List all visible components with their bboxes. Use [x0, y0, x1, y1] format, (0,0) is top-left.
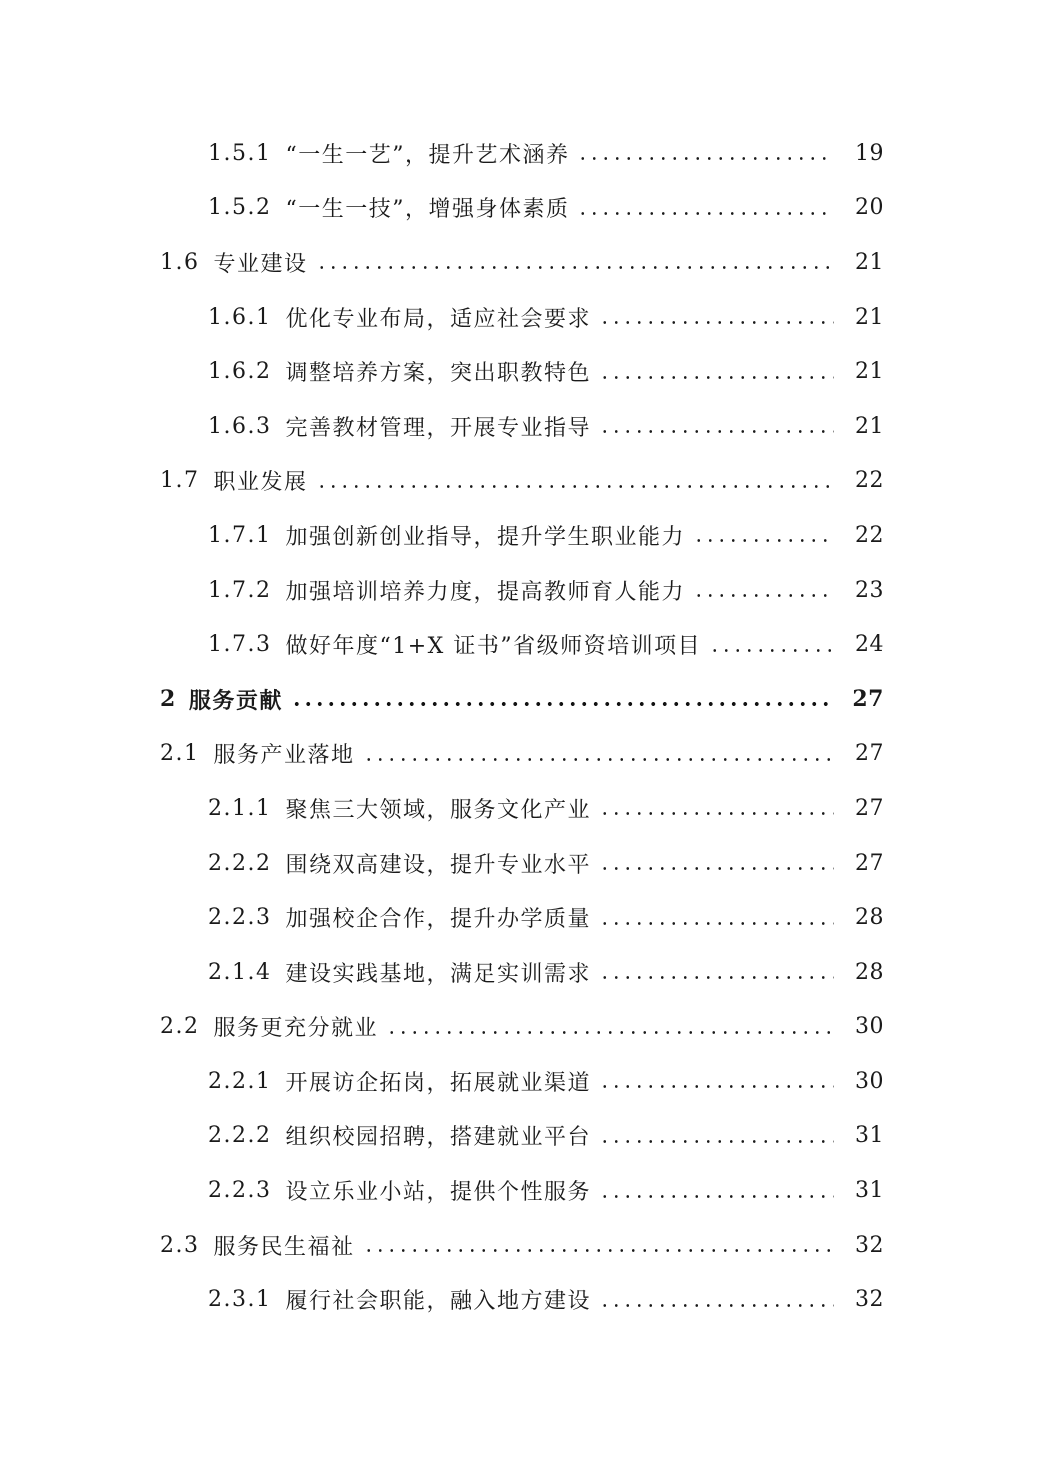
toc-entry-title: “一生一艺”，提升艺术涵养	[285, 142, 570, 168]
toc-entry-page: 20	[855, 195, 884, 221]
toc-entry-title: 开展访企拓岗，拓展就业渠道	[285, 1070, 591, 1096]
toc-entry-page: 28	[855, 959, 884, 985]
toc-entry-number: 2	[160, 686, 177, 713]
dot-leader	[599, 907, 834, 929]
toc-entry-number: 2.2.3	[208, 1178, 272, 1204]
toc-entry-title: 专业建设	[213, 251, 308, 277]
toc-entry-number: 1.7.2	[208, 577, 272, 603]
toc-entry-page: 24	[855, 632, 884, 658]
toc-entry-2-1-1[interactable]	[0, 781, 1041, 836]
toc-entry-title: 加强培训培养力度，提高教师育人能力	[285, 579, 685, 605]
toc-entry-title: 做好年度“1+X 证书”省级师资培训项目	[285, 634, 702, 660]
dot-leader	[599, 306, 834, 328]
toc-entry-page: 32	[855, 1287, 884, 1313]
toc-entry-title: 设立乐业小站，提供个性服务	[285, 1180, 591, 1206]
dot-leader	[363, 1234, 834, 1256]
toc-entry-1-7-2[interactable]	[0, 563, 1041, 618]
toc-entry-number: 2.1	[160, 741, 200, 767]
toc-entry-title: “一生一技”，增强身体素质	[285, 197, 570, 223]
toc-entry-number: 1.6.1	[208, 304, 272, 330]
toc-entry-1-6-3[interactable]	[0, 399, 1041, 454]
dot-leader	[599, 415, 834, 437]
dot-leader	[577, 142, 834, 164]
toc-entry-title: 组织校园招聘，搭建就业平台	[285, 1125, 591, 1151]
dot-leader	[599, 361, 834, 383]
toc-entry-page: 19	[855, 140, 884, 166]
toc-entry-title: 加强创新创业指导，提升学生职业能力	[285, 524, 685, 550]
toc-entry-title: 聚焦三大领域，服务文化产业	[285, 797, 591, 823]
toc-entry-number: 1.6.3	[208, 413, 272, 439]
dot-leader	[363, 743, 834, 765]
toc-entry-page: 31	[855, 1123, 884, 1149]
toc-entry-2[interactable]	[0, 672, 1041, 727]
table-of-contents	[0, 126, 1041, 1327]
toc-entry-2-3-1[interactable]	[0, 1272, 1041, 1327]
toc-entry-title: 调整培养方案，突出职教特色	[285, 361, 591, 387]
toc-entry-number: 1.6	[160, 249, 200, 275]
toc-entry-title: 服务产业落地	[213, 743, 355, 769]
toc-entry-1-6-2[interactable]	[0, 344, 1041, 399]
toc-entry-2-1-4[interactable]	[0, 945, 1041, 1000]
dot-leader	[693, 579, 834, 601]
dot-leader	[599, 852, 834, 874]
toc-entry-page: 27	[855, 850, 884, 876]
toc-entry-title: 建设实践基地，满足实训需求	[285, 961, 591, 987]
toc-entry-number: 2.2.3	[208, 905, 272, 931]
toc-entry-page: 21	[855, 359, 884, 385]
toc-entry-number: 1.7.1	[208, 522, 272, 548]
toc-entry-title: 服务更充分就业	[213, 1016, 379, 1042]
toc-entry-number: 2.3	[160, 1232, 200, 1258]
toc-entry-page: 21	[855, 413, 884, 439]
toc-entry-page: 31	[855, 1178, 884, 1204]
dot-leader	[386, 1016, 834, 1038]
dot-leader	[599, 797, 834, 819]
dot-leader	[599, 1070, 834, 1092]
dot-leader	[599, 1289, 834, 1311]
toc-entry-1-6[interactable]	[0, 235, 1041, 290]
toc-entry-number: 1.5.2	[208, 195, 272, 221]
toc-entry-title: 职业发展	[213, 470, 308, 496]
toc-entry-title: 优化专业布局，适应社会要求	[285, 306, 591, 332]
toc-entry-2-2-3-b[interactable]	[0, 1163, 1041, 1218]
toc-entry-page: 30	[855, 1068, 884, 1094]
toc-entry-number: 2.3.1	[208, 1287, 272, 1313]
toc-entry-2-2-3-a[interactable]	[0, 890, 1041, 945]
toc-entry-number: 1.6.2	[208, 359, 272, 385]
toc-entry-2-2[interactable]	[0, 1000, 1041, 1055]
toc-entry-2-2-2-b[interactable]	[0, 1109, 1041, 1164]
toc-entry-title: 完善教材管理，开展专业指导	[285, 415, 591, 441]
toc-entry-1-5-2[interactable]	[0, 181, 1041, 236]
toc-entry-2-2-1[interactable]	[0, 1054, 1041, 1109]
toc-entry-1-6-1[interactable]	[0, 290, 1041, 345]
toc-entry-1-7[interactable]	[0, 454, 1041, 509]
toc-entry-number: 1.7.3	[208, 632, 272, 658]
toc-entry-page: 27	[855, 741, 884, 767]
toc-entry-number: 1.7	[160, 468, 200, 494]
dot-leader	[599, 1125, 834, 1147]
dot-leader	[599, 1180, 834, 1202]
toc-entry-title: 加强校企合作，提升办学质量	[285, 907, 591, 933]
toc-entry-title: 履行社会职能，融入地方建设	[285, 1289, 591, 1315]
toc-entry-1-7-3[interactable]	[0, 617, 1041, 672]
toc-entry-number: 2.1.4	[208, 959, 272, 985]
toc-entry-number: 2.1.1	[208, 795, 272, 821]
toc-entry-2-3[interactable]	[0, 1218, 1041, 1273]
toc-entry-2-2-2-a[interactable]	[0, 836, 1041, 891]
dot-leader	[709, 634, 834, 656]
toc-entry-number: 2.2.2	[208, 1123, 272, 1149]
dot-leader	[577, 197, 834, 219]
toc-entry-title: 服务贡献	[188, 687, 283, 714]
toc-entry-1-5-1[interactable]	[0, 126, 1041, 181]
toc-entry-page: 21	[855, 249, 884, 275]
dot-leader	[316, 470, 834, 492]
toc-entry-page: 32	[855, 1232, 884, 1258]
toc-entry-number: 2.2.1	[208, 1068, 272, 1094]
toc-entry-page: 22	[855, 522, 884, 548]
toc-entry-title: 围绕双高建设，提升专业水平	[285, 852, 591, 878]
toc-entry-page: 22	[855, 468, 884, 494]
toc-entry-page: 30	[855, 1014, 884, 1040]
dot-leader	[693, 524, 834, 546]
toc-entry-number: 2.2	[160, 1014, 200, 1040]
toc-entry-page: 27	[852, 686, 884, 713]
toc-entry-2-1[interactable]	[0, 727, 1041, 782]
toc-entry-page: 21	[855, 304, 884, 330]
toc-entry-page: 23	[855, 577, 884, 603]
toc-entry-page: 28	[855, 905, 884, 931]
toc-entry-number: 1.5.1	[208, 140, 272, 166]
toc-entry-1-7-1[interactable]	[0, 508, 1041, 563]
toc-entry-page: 27	[855, 795, 884, 821]
toc-entry-number: 2.2.2	[208, 850, 272, 876]
dot-leader	[316, 251, 834, 273]
dot-leader	[599, 961, 834, 983]
toc-entry-title: 服务民生福祉	[213, 1234, 355, 1260]
dot-leader	[291, 688, 834, 710]
